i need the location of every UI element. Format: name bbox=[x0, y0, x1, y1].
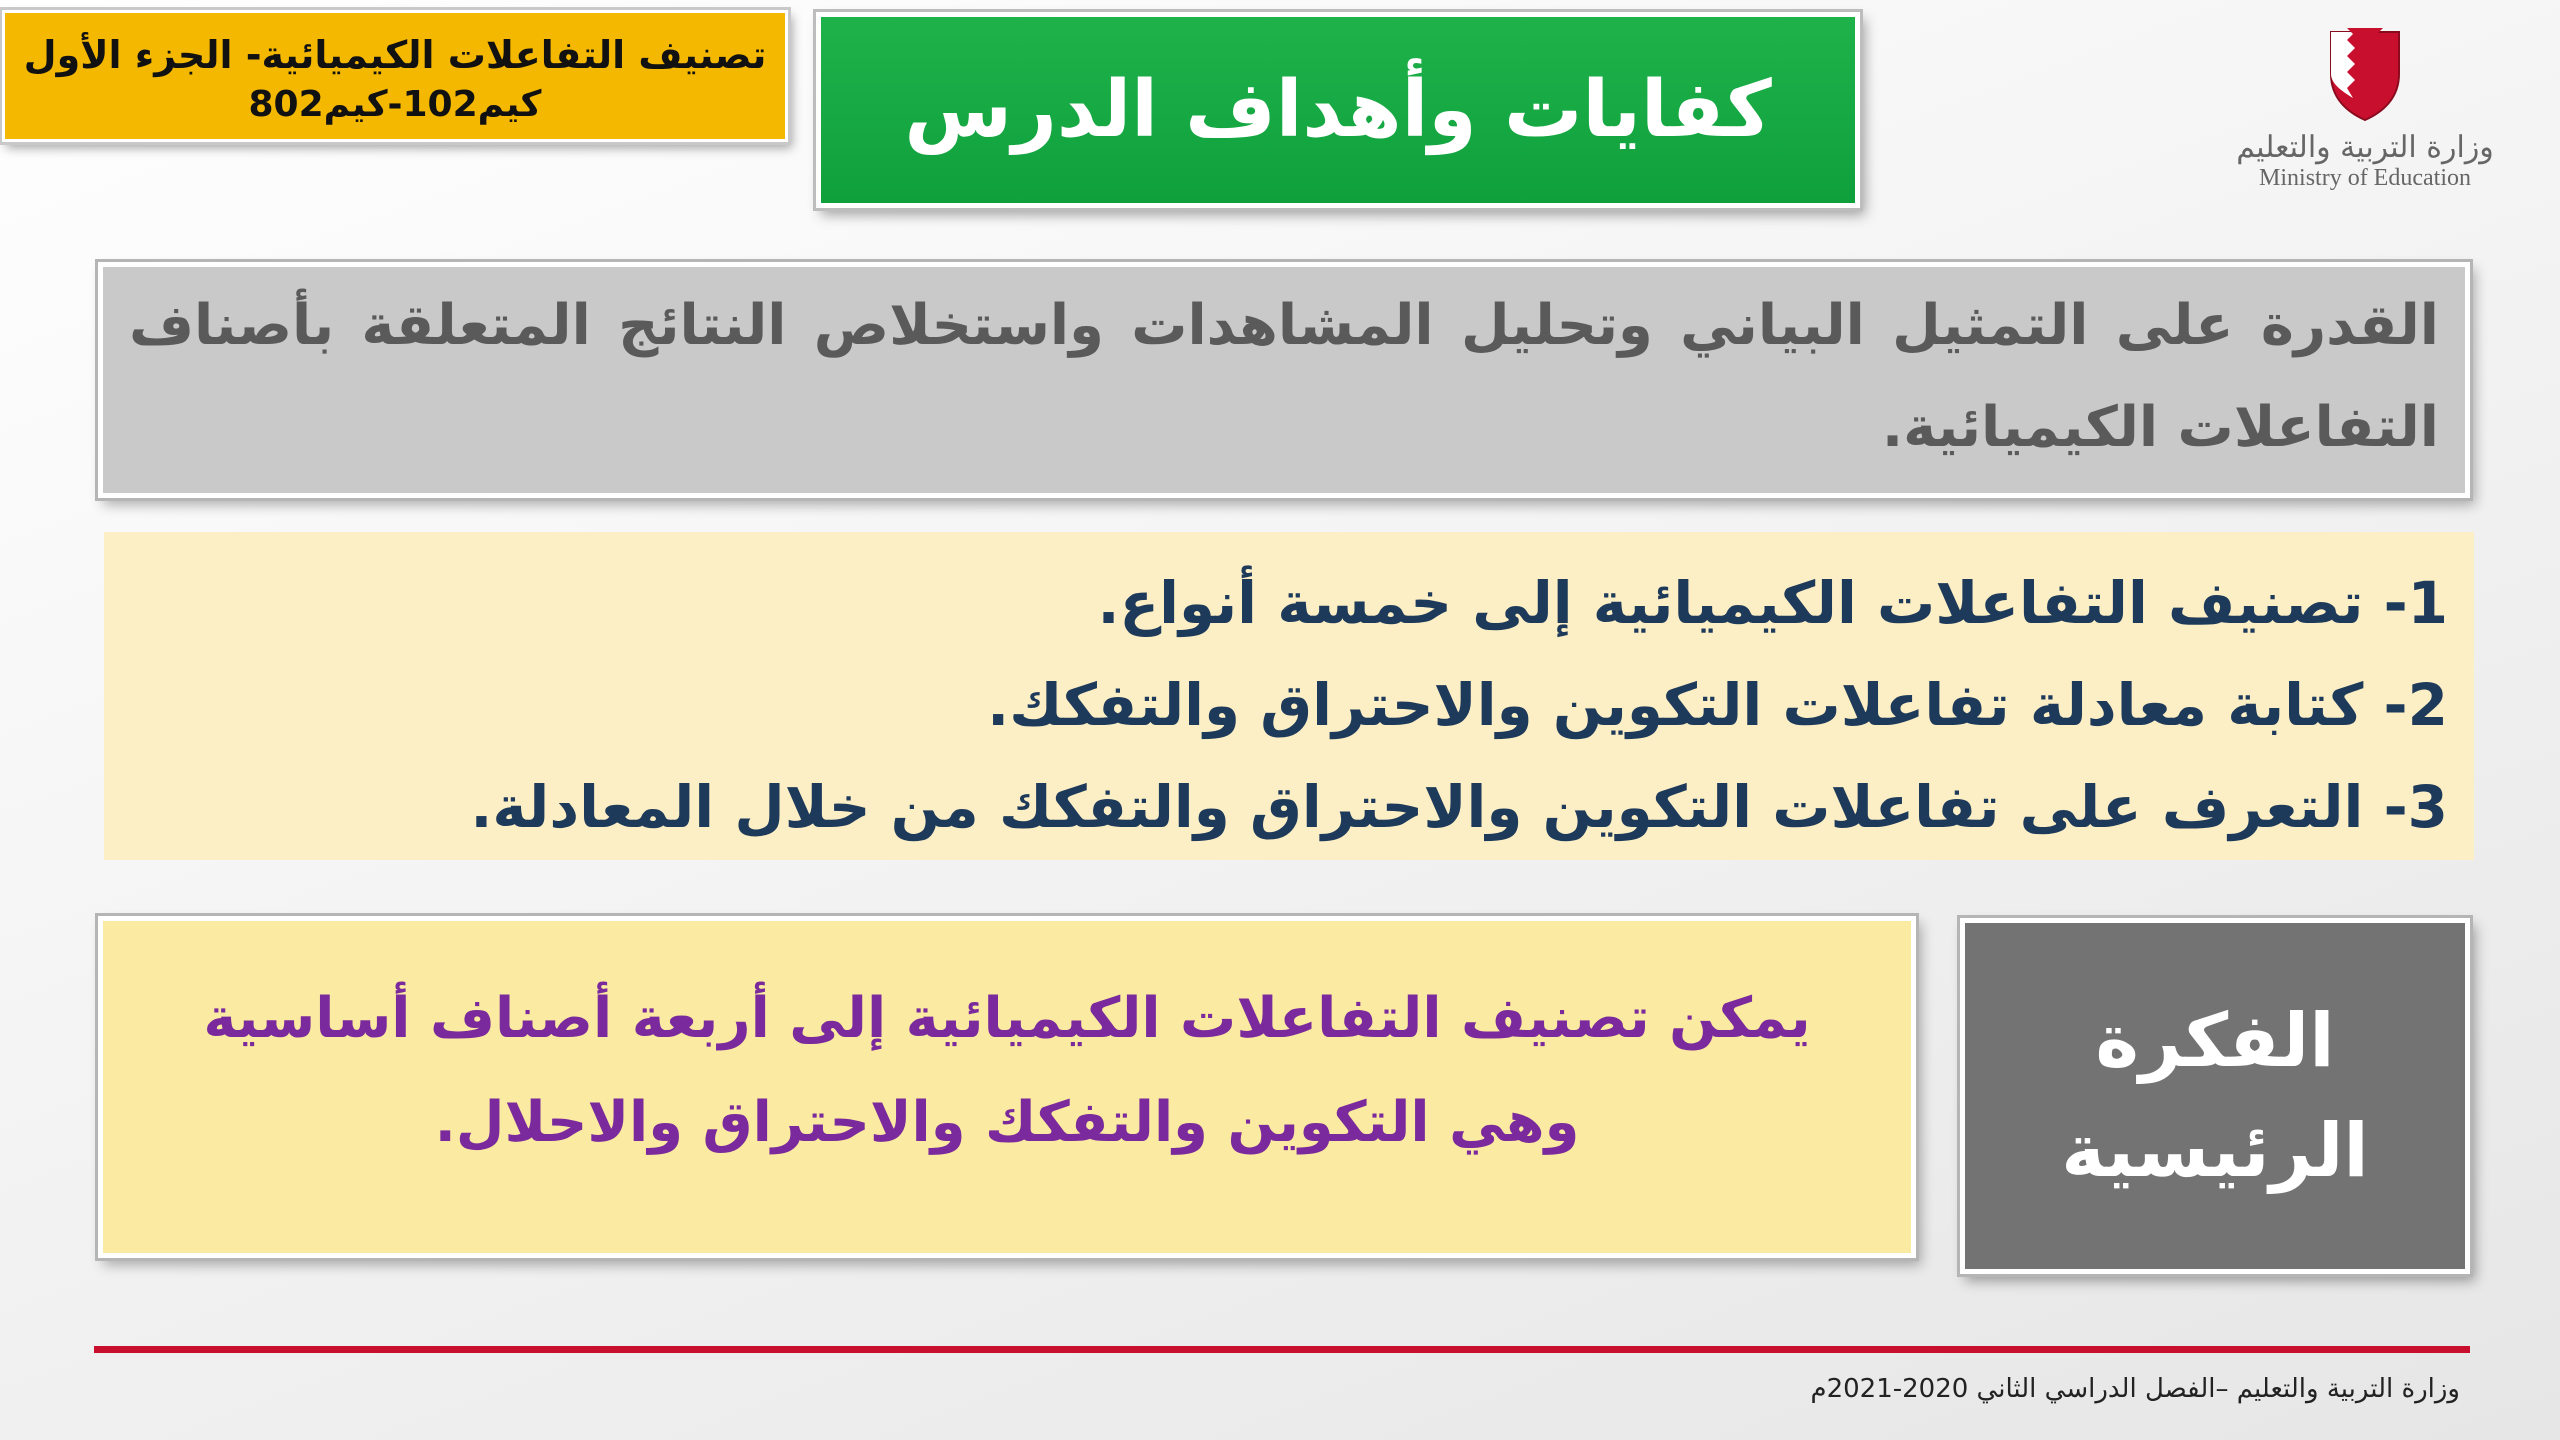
main-idea-label-line1: الفكرة bbox=[2095, 998, 2335, 1084]
bahrain-emblem-icon bbox=[2325, 28, 2405, 124]
lesson-tag-title: تصنيف التفاعلات الكيميائية- الجزء الأول bbox=[23, 33, 767, 77]
ministry-arabic-name: وزارة التربية والتعليم bbox=[2236, 130, 2494, 165]
slide-title bbox=[816, 12, 1860, 208]
slide-title-text: كفايات وأهداف الدرس bbox=[904, 65, 1772, 155]
objectives-box bbox=[104, 532, 2474, 860]
main-idea-text: يمكن تصنيف التفاعلات الكيميائية إلى أربعة أصناف أساسية وهي التكوين والتفكك والاحتراق والاحلال. bbox=[203, 986, 1811, 1155]
footer-text bbox=[1780, 1374, 2460, 1414]
ministry-logo bbox=[2230, 28, 2500, 238]
lesson-tag bbox=[2, 10, 788, 142]
objective-item: 2- كتابة معادلة تفاعلات التكوين والاحتراق والتفكك. bbox=[987, 671, 2448, 739]
lesson-tag-codes: كيم102-كيم802 bbox=[248, 84, 542, 125]
competency-box bbox=[98, 262, 2470, 498]
main-idea-label-line2: الرئيسية bbox=[2061, 1108, 2369, 1194]
competency-text: القدرة على التمثيل البياني وتحليل المشاهدات واستخلاص النتائج المتعلقة بأصناف التفاعلات الكيميائية. bbox=[129, 293, 2439, 460]
ministry-english-name: Ministry of Education bbox=[2259, 165, 2471, 191]
footer-label: وزارة التربية والتعليم –الفصل الدراسي الثاني 2020-2021م bbox=[1810, 1374, 2460, 1404]
objective-item: 1- تصنيف التفاعلات الكيميائية إلى خمسة أنواع. bbox=[1097, 569, 2448, 637]
main-idea-label bbox=[1960, 918, 2470, 1274]
objective-item: 3- التعرف على تفاعلات التكوين والاحتراق والتفكك من خلال المعادلة. bbox=[470, 773, 2448, 841]
main-idea-box bbox=[98, 916, 1916, 1258]
footer-divider bbox=[94, 1346, 2470, 1353]
